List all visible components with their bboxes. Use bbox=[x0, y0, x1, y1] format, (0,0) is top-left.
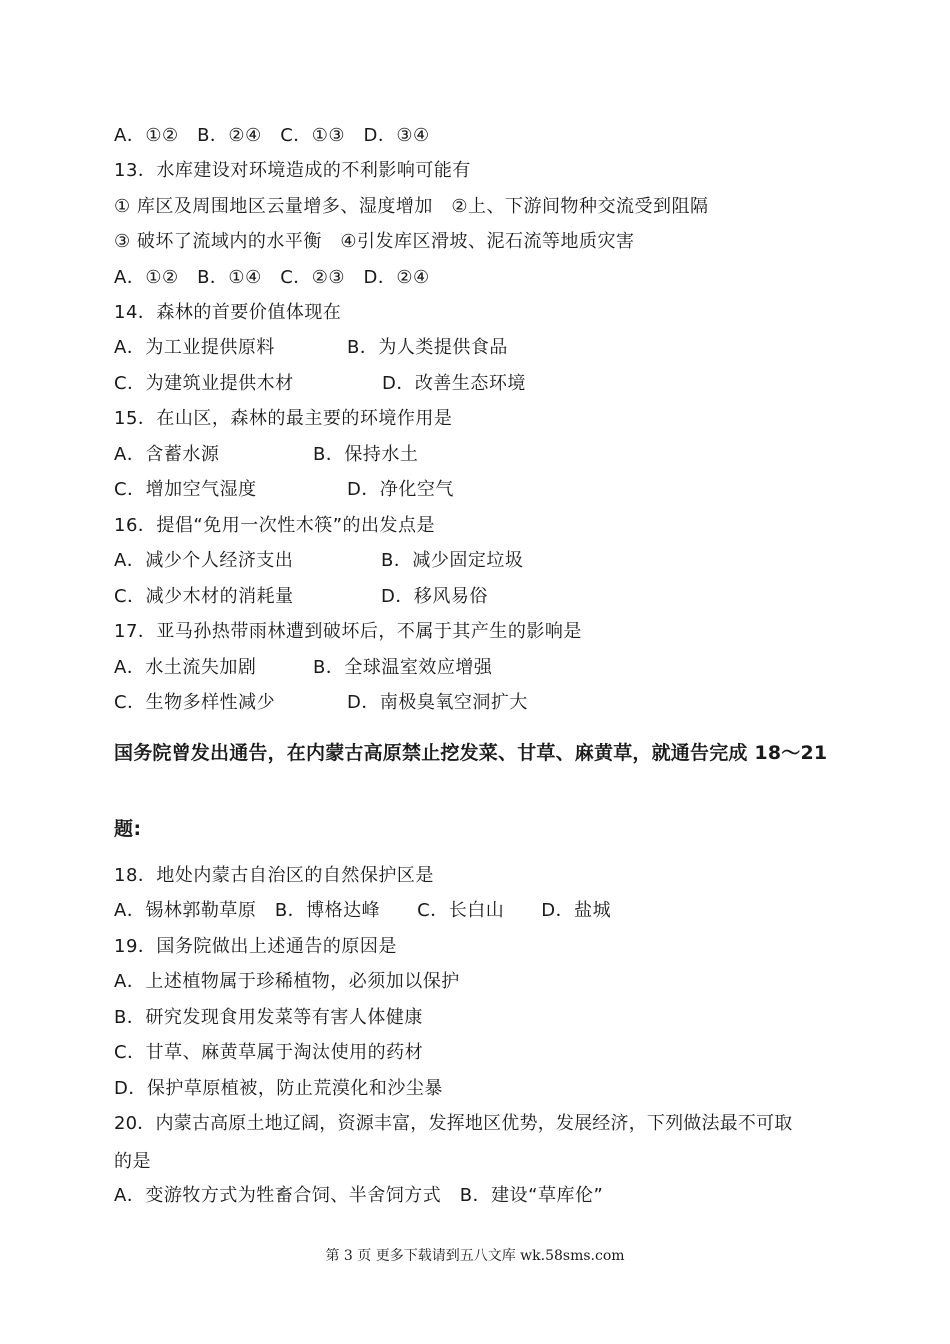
q17-option-b: B．全球温室效应增强 bbox=[313, 657, 493, 678]
q14-question: 14．森林的首要价值体现在 bbox=[114, 302, 342, 323]
q14-options-row-2 bbox=[114, 372, 814, 396]
q14-option-d: D．改善生态环境 bbox=[382, 373, 526, 394]
q19-option-a: A．上述植物属于珍稀植物，必须加以保护 bbox=[114, 971, 460, 992]
q20-question: 20．内蒙古高原土地辽阔，资源丰富，发挥地区优势，发展经济，下列做法最不可取 bbox=[114, 1113, 793, 1134]
section-heading-q18-21: 国务院曾发出通告，在内蒙古高原禁止挖发菜、甘草、麻黄草，就通告完成 18～21 bbox=[114, 742, 828, 764]
q17-options-row-1 bbox=[114, 656, 814, 680]
q14-option-b: B．为人类提供食品 bbox=[347, 337, 508, 358]
q14-options-row-1 bbox=[114, 336, 814, 360]
q15-question: 15．在山区，森林的最主要的环境作用是 bbox=[114, 408, 453, 429]
q16-options-row-2 bbox=[114, 585, 814, 609]
q20-question-continued: 的是 bbox=[114, 1151, 151, 1172]
q15-option-d: D．净化空气 bbox=[347, 479, 454, 500]
q17-options-row-2 bbox=[114, 691, 814, 715]
q17-option-c: C．生物多样性减少 bbox=[114, 692, 276, 713]
q17-question: 17．亚马孙热带雨林遭到破坏后，不属于其产生的影响是 bbox=[114, 621, 582, 642]
q16-option-c: C．减少木材的消耗量 bbox=[114, 586, 294, 607]
q19-option-c: C．甘草、麻黄草属于淘汰使用的药材 bbox=[114, 1042, 424, 1063]
q18-answer-options: A．锡林郭勒草原 B．博格达峰 C．长白山 D．盐城 bbox=[114, 900, 612, 921]
q19-option-d: D．保护草原植被，防止荒漠化和沙尘暴 bbox=[114, 1078, 443, 1099]
q15-options-row-1 bbox=[114, 443, 814, 467]
q12-answer-options: A．①② B．②④ C．①③ D．③④ bbox=[114, 125, 430, 146]
q17-option-d: D．南极臭氧空洞扩大 bbox=[347, 692, 528, 713]
q16-option-d: D．移风易俗 bbox=[381, 586, 488, 607]
q19-option-b: B．研究发现食用发菜等有害人体健康 bbox=[114, 1007, 423, 1028]
q15-option-c: C．增加空气湿度 bbox=[114, 479, 257, 500]
page-footer: 第 3 页 更多下载请到五八文库 wk.58sms.com bbox=[325, 1248, 625, 1264]
q13-statements-3-4: ③ 破坏了流域内的水平衡 ④引发库区滑坡、泥石流等地质灾害 bbox=[114, 231, 635, 252]
q15-options-row-2 bbox=[114, 478, 814, 502]
q14-option-a: A．为工业提供原料 bbox=[114, 337, 275, 358]
q13-statements-1-2: ① 库区及周围地区云量增多、湿度增加 ②上、下游间物种交流受到阻隔 bbox=[114, 196, 709, 217]
q16-option-b: B．减少固定垃圾 bbox=[381, 550, 524, 571]
q16-question: 16．提倡“免用一次性木筷”的出发点是 bbox=[114, 515, 436, 536]
q16-options-row-1 bbox=[114, 549, 814, 573]
q17-option-a: A．水土流失加剧 bbox=[114, 657, 257, 678]
q15-option-a: A．含蓄水源 bbox=[114, 444, 220, 465]
q18-question: 18．地处内蒙古自治区的自然保护区是 bbox=[114, 865, 434, 886]
section-heading-continued: 题: bbox=[114, 818, 142, 840]
q15-option-b: B．保持水土 bbox=[313, 444, 419, 465]
q13-question: 13．水库建设对环境造成的不利影响可能有 bbox=[114, 160, 471, 181]
q19-question: 19．国务院做出上述通告的原因是 bbox=[114, 936, 397, 957]
q13-answer-options: A．①② B．①④ C．②③ D．②④ bbox=[114, 267, 430, 288]
q14-option-c: C．为建筑业提供木材 bbox=[114, 373, 294, 394]
q16-option-a: A．减少个人经济支出 bbox=[114, 550, 294, 571]
q20-options-a-b: A．变游牧方式为牲畜合饲、半舍饲方式 B．建设“草库伦” bbox=[114, 1185, 604, 1206]
